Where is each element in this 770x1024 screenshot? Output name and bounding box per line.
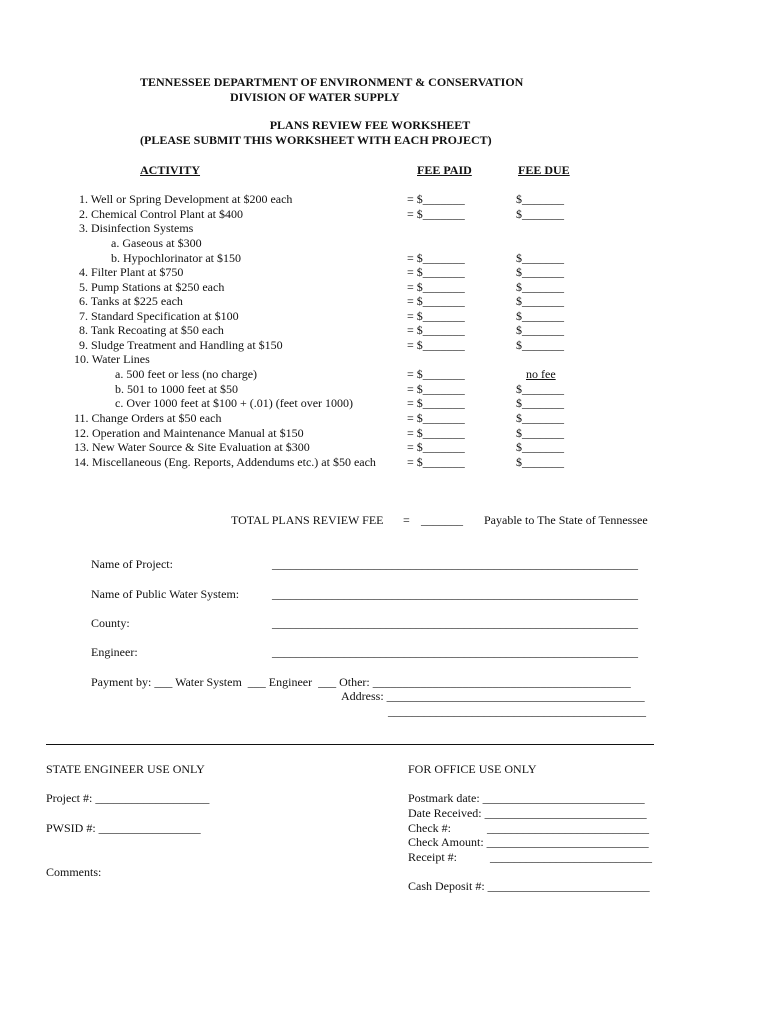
total-equals: = <box>403 513 410 527</box>
fee-item-sublabel: c. Over 1000 feet at $100 + (.01) (feet over 1000) <box>115 396 354 410</box>
fee-paid-field[interactable]: = $_______ <box>407 440 465 454</box>
fee-due-field[interactable]: $_______ <box>516 440 564 454</box>
engineer-field[interactable]: _____________________________________________________________ <box>272 645 638 659</box>
fee-item-sublabel: b. 501 to 1000 feet at $50 <box>115 382 238 396</box>
fee-item-sublabel: b. Hypochlorinator at $150 <box>111 251 241 265</box>
water-system-label: Name of Public Water System: <box>91 587 240 601</box>
column-header-fee-due: FEE DUE <box>518 163 570 177</box>
payable-note: Payable to The State of Tennessee <box>484 513 648 527</box>
fee-item-label: 8. Tank Recoating at $50 each <box>79 323 224 337</box>
fee-due-field[interactable]: $_______ <box>516 323 564 337</box>
fee-item-label: 12. Operation and Maintenance Manual at $150 <box>74 426 304 440</box>
fee-paid-field[interactable]: = $_______ <box>407 192 465 206</box>
section-divider <box>46 744 654 745</box>
total-field[interactable]: _______ <box>421 513 463 527</box>
worksheet-subtitle: (PLEASE SUBMIT THIS WORKSHEET WITH EACH PROJECT) <box>140 133 492 147</box>
fee-due-field[interactable]: $_______ <box>516 309 564 323</box>
fee-item-label: 7. Standard Specification at $100 <box>79 309 239 323</box>
fee-paid-field[interactable]: = $_______ <box>407 382 465 396</box>
division-name: DIVISION OF WATER SUPPLY <box>230 90 400 104</box>
check-number-label: Check #: <box>408 821 451 835</box>
fee-due-field[interactable]: $_______ <box>516 411 564 425</box>
fee-item-label: 5. Pump Stations at $250 each <box>79 280 225 294</box>
county-label: County: <box>91 616 130 630</box>
comments-label: Comments: <box>46 865 102 879</box>
fee-due-field[interactable]: $_______ <box>516 294 564 308</box>
worksheet-title: PLANS REVIEW FEE WORKSHEET <box>269 118 471 132</box>
project-name-label: Name of Project: <box>91 557 173 571</box>
fee-paid-field[interactable]: = $_______ <box>407 338 465 352</box>
department-name: TENNESSEE DEPARTMENT OF ENVIRONMENT & CONSERVATION <box>140 75 524 89</box>
office-use-heading: FOR OFFICE USE ONLY <box>408 762 537 776</box>
fee-due-field[interactable]: $_______ <box>516 207 564 221</box>
fee-paid-field[interactable]: = $_______ <box>407 323 465 337</box>
receipt-number-label: Receipt #: <box>408 850 457 864</box>
project-number-field[interactable]: Project #: ___________________ <box>46 791 210 805</box>
state-engineer-heading: STATE ENGINEER USE ONLY <box>46 762 205 776</box>
fee-paid-field[interactable]: = $_______ <box>407 251 465 265</box>
check-amount-field[interactable]: Check Amount: ___________________________ <box>408 835 649 849</box>
fee-item-label: 11. Change Orders at $50 each <box>74 411 222 425</box>
fee-due-no-fee: no fee <box>526 367 556 381</box>
cash-deposit-field[interactable]: Cash Deposit #: ___________________________ <box>408 879 650 893</box>
project-name-field[interactable]: _____________________________________________________________ <box>272 557 638 571</box>
fee-item-label: 3. Disinfection Systems <box>79 221 194 235</box>
fee-paid-field[interactable]: = $_______ <box>407 309 465 323</box>
fee-item-label: 6. Tanks at $225 each <box>79 294 183 308</box>
check-number-field[interactable]: ___________________________ <box>487 821 649 835</box>
county-field[interactable]: _____________________________________________________________ <box>272 616 638 630</box>
fee-paid-field[interactable]: = $_______ <box>407 455 465 469</box>
total-label: TOTAL PLANS REVIEW FEE <box>231 513 384 527</box>
column-header-fee-paid: FEE PAID <box>417 163 472 177</box>
fee-due-field[interactable]: $_______ <box>516 396 564 410</box>
fee-due-field[interactable]: $_______ <box>516 251 564 265</box>
fee-paid-field[interactable]: = $_______ <box>407 294 465 308</box>
fee-due-field[interactable]: $_______ <box>516 280 564 294</box>
fee-paid-field[interactable]: = $_______ <box>407 207 465 221</box>
column-header-activity: ACTIVITY <box>140 163 201 177</box>
fee-item-sublabel: a. Gaseous at $300 <box>111 236 202 250</box>
water-system-field[interactable]: _____________________________________________________________ <box>272 587 638 601</box>
payment-line[interactable]: Payment by: ___ Water System ___ Engineer ___ Other: ___________________________________________ <box>91 675 631 689</box>
fee-item-sublabel: a. 500 feet or less (no charge) <box>115 367 258 381</box>
fee-due-field[interactable]: $_______ <box>516 426 564 440</box>
fee-paid-field[interactable]: = $_______ <box>407 265 465 279</box>
fee-paid-field[interactable]: = $_______ <box>407 280 465 294</box>
fee-item-label: 10. Water Lines <box>74 352 150 366</box>
address-field-line2[interactable]: ___________________________________________ <box>388 704 646 718</box>
fee-due-field[interactable]: $_______ <box>516 455 564 469</box>
fee-item-label: 9. Sludge Treatment and Handling at $150 <box>79 338 283 352</box>
engineer-label: Engineer: <box>91 645 138 659</box>
fee-paid-field[interactable]: = $_______ <box>407 367 465 381</box>
fee-paid-field[interactable]: = $_______ <box>407 396 465 410</box>
pwsid-field[interactable]: PWSID #: _________________ <box>46 821 201 835</box>
fee-item-label: 1. Well or Spring Development at $200 each <box>79 192 293 206</box>
fee-due-field[interactable]: $_______ <box>516 192 564 206</box>
postmark-date-field[interactable]: Postmark date: ___________________________ <box>408 791 645 805</box>
fee-item-label: 14. Miscellaneous (Eng. Reports, Addendums etc.) at $50 each <box>74 455 376 469</box>
fee-paid-field[interactable]: = $_______ <box>407 426 465 440</box>
fee-paid-field[interactable]: = $_______ <box>407 411 465 425</box>
fee-item-label: 13. New Water Source & Site Evaluation at $300 <box>74 440 310 454</box>
date-received-field[interactable]: Date Received: ___________________________ <box>408 806 647 820</box>
fee-due-field[interactable]: $_______ <box>516 338 564 352</box>
address-field[interactable]: Address: ___________________________________________ <box>341 689 645 703</box>
fee-item-label: 4. Filter Plant at $750 <box>79 265 184 279</box>
receipt-number-field[interactable]: ___________________________ <box>490 850 652 864</box>
fee-item-label: 2. Chemical Control Plant at $400 <box>79 207 243 221</box>
fee-due-field[interactable]: $_______ <box>516 265 564 279</box>
fee-due-field[interactable]: $_______ <box>516 382 564 396</box>
